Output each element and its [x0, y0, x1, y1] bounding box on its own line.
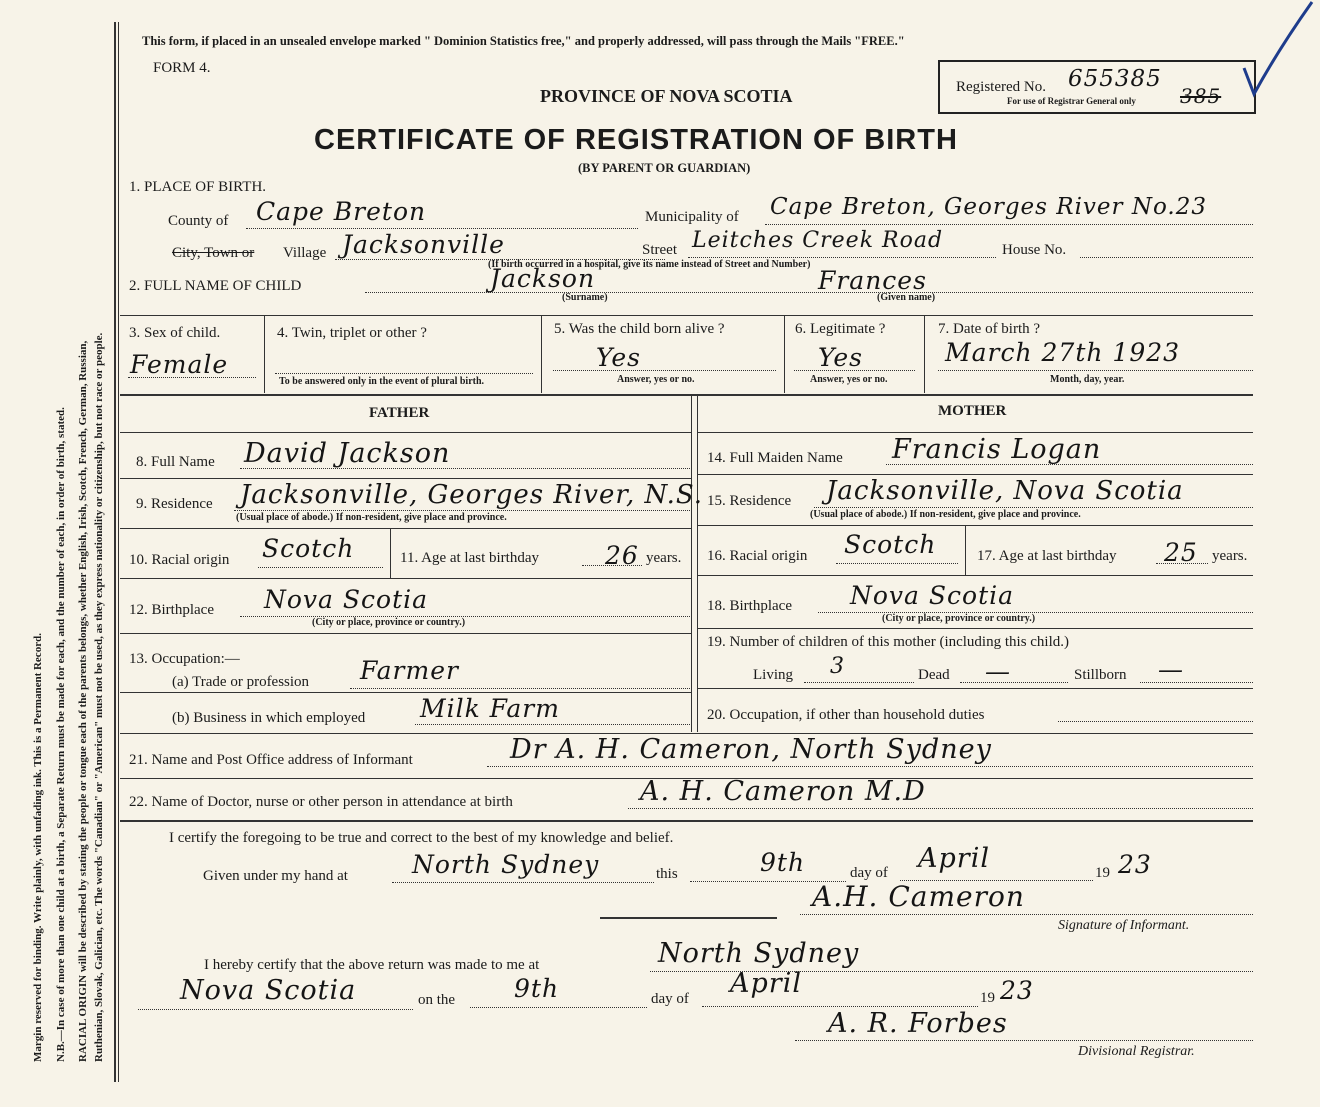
- struck-registration-digits: 385: [1180, 84, 1222, 108]
- informant-value: Dr A. H. Cameron, North Sydney: [510, 734, 992, 765]
- mother-age-value: 25: [1164, 538, 1198, 567]
- place-of-birth-heading: 1. PLACE OF BIRTH.: [129, 179, 267, 195]
- mother-birthplace-caption: (City or place, province or country.): [882, 613, 1036, 624]
- margin-rule-inner: [118, 22, 119, 1082]
- child-name-label: 2. FULL NAME OF CHILD: [129, 278, 302, 294]
- municipality-label: Municipality of: [645, 209, 739, 225]
- father-row10-divider: [390, 528, 391, 578]
- house-number-label: House No.: [1002, 242, 1067, 258]
- mother-row19-rule: [698, 628, 1253, 629]
- mother-residence-line: [814, 507, 1253, 508]
- parents-divider: [691, 396, 692, 732]
- this-label: this: [656, 866, 678, 882]
- registered-number-label: Registered No.: [956, 79, 1046, 95]
- father-residence-value: Jacksonville, Georges River, N.S.: [240, 480, 703, 510]
- dead-value: —: [985, 657, 1011, 686]
- stillborn-label: Stillborn: [1074, 667, 1127, 683]
- informant-signature-caption: Signature of Informant.: [1058, 918, 1190, 933]
- informant-signature: A.H. Cameron: [812, 880, 1025, 913]
- legitimate-label: 6. Legitimate ?: [795, 321, 886, 337]
- father-racial-origin-label: 10. Racial origin: [129, 552, 230, 568]
- given-day-value: 9th: [760, 848, 806, 877]
- legitimate-caption: Answer, yes or no.: [810, 374, 888, 385]
- mother-racial-origin-value: Scotch: [844, 530, 937, 559]
- registrar-year-value: 23: [1000, 976, 1034, 1005]
- registrar-day-of-label: day of: [651, 991, 689, 1007]
- city-town-struck: City, Town or: [172, 245, 255, 261]
- twin-label: 4. Twin, triplet or other ?: [277, 325, 427, 341]
- row3-divider-2: [541, 315, 542, 393]
- mother-row18-rule: [698, 575, 1253, 576]
- certificate-title: CERTIFICATE OF REGISTRATION OF BIRTH: [314, 124, 958, 156]
- father-racial-origin-value: Scotch: [262, 534, 355, 563]
- mother-age-label: 17. Age at last birthday: [977, 548, 1117, 564]
- mother-residence-label: 15. Residence: [707, 493, 792, 509]
- registrar-signature: A. R. Forbes: [828, 1008, 1008, 1039]
- children-count-label: 19. Number of children of this mother (including this child.): [707, 634, 1070, 650]
- row3-divider-4: [924, 315, 925, 393]
- father-trade-line: [350, 688, 690, 689]
- father-residence-label: 9. Residence: [136, 496, 213, 512]
- informant-label: 21. Name and Post Office address of Informant: [129, 752, 413, 768]
- father-age-value: 26: [605, 541, 639, 570]
- registrar-certification-text: I hereby certify that the above return was made to me at: [204, 957, 540, 973]
- registrar-use-note: For use of Registrar General only: [1007, 96, 1136, 106]
- row3-divider-3: [784, 315, 785, 393]
- dead-label: Dead: [918, 667, 950, 683]
- born-alive-value: Yes: [596, 343, 641, 372]
- father-birthplace-value: Nova Scotia: [264, 585, 429, 614]
- street-label: Street: [642, 242, 677, 258]
- dead-line: [960, 682, 1068, 683]
- father-residence-caption: (Usual place of abode.) If non-resident, give place and province.: [236, 512, 507, 523]
- margin-note-racial-origin-1: RACIAL ORIGIN will be described by stating the people or tongue each of the parents belongs, whether English, Irish, Scotch, French, German, Russian,: [77, 340, 89, 1062]
- father-trade-label: (a) Trade or profession: [172, 674, 310, 690]
- father-racial-origin-line: [258, 567, 383, 568]
- registrar-signature-line: [795, 1040, 1253, 1041]
- registrar-day-value: 9th: [514, 974, 560, 1003]
- twin-line: [275, 373, 533, 374]
- surname-caption: (Surname): [562, 292, 608, 303]
- given-under-hand-label: Given under my hand at: [203, 868, 348, 884]
- margin-note-racial-origin-2: Ruthenian, Slovak, Galician, etc. The words "Canadian" or "American" must not be used, as they express nationality or citizenship, but not race or people.: [93, 332, 105, 1062]
- father-trade-value: Farmer: [360, 656, 459, 685]
- child-surname-value: Jackson: [490, 264, 596, 293]
- father-heading-rule: [120, 432, 691, 433]
- registered-number-value: 655385: [1068, 66, 1162, 92]
- mother-heading: MOTHER: [938, 403, 1007, 419]
- stillborn-value: —: [1158, 655, 1184, 684]
- street-line: [688, 257, 996, 258]
- mother-heading-rule: [698, 432, 1253, 433]
- province-heading: PROVINCE OF NOVA SCOTIA: [540, 86, 793, 106]
- father-residence-line: [234, 510, 690, 511]
- registrar-month-line: [702, 1006, 978, 1007]
- informant-signature-short-rule: [600, 917, 777, 919]
- sex-label: 3. Sex of child.: [129, 325, 221, 341]
- mother-name-value: Francis Logan: [892, 434, 1102, 465]
- father-business-value: Milk Farm: [420, 694, 560, 723]
- informant-signature-line: [800, 914, 1253, 915]
- father-birthplace-label: 12. Birthplace: [129, 602, 214, 618]
- informant-certification-text: I certify the foregoing to be true and correct to the best of my knowledge and belief.: [169, 830, 674, 846]
- father-row10-rule: [120, 528, 691, 529]
- postal-notice: This form, if placed in an unsealed envelope marked " Dominion Statistics free," and properly addressed, will pass through the Mails "FREE.": [142, 34, 905, 48]
- father-heading: FATHER: [369, 405, 430, 421]
- given-month-value: April: [918, 843, 990, 874]
- mother-occupation-line: [1058, 721, 1253, 722]
- county-value: Cape Breton: [256, 197, 427, 226]
- doctor-value: A. H. Cameron M.D: [640, 776, 926, 807]
- given-name-caption: (Given name): [877, 292, 936, 303]
- father-row13-rule: [120, 633, 691, 634]
- child-given-name-value: Frances: [818, 266, 927, 295]
- twin-note: To be answered only in the event of plural birth.: [279, 376, 485, 387]
- father-age-unit: years.: [646, 550, 682, 566]
- given-day-of-label: day of: [850, 865, 888, 881]
- mother-birthplace-label: 18. Birthplace: [707, 598, 792, 614]
- given-year-prefix: 19: [1095, 865, 1110, 881]
- registrar-province-value: Nova Scotia: [180, 975, 357, 1006]
- mother-residence-value: Jacksonville, Nova Scotia: [826, 476, 1184, 506]
- doctor-label: 22. Name of Doctor, nurse or other person in attendance at birth: [129, 794, 513, 810]
- father-name-value: David Jackson: [244, 438, 451, 469]
- house-number-line: [1080, 257, 1253, 258]
- mother-row15-rule: [698, 474, 1253, 475]
- row3-divider-1: [264, 315, 265, 393]
- living-line: [804, 682, 914, 683]
- certification-top-rule: [120, 820, 1253, 822]
- hospital-note: (If birth occurred in a hospital, give its name instead of Street and Number): [488, 259, 811, 270]
- date-of-birth-value: March 27th 1923: [945, 338, 1181, 367]
- registrar-province-line: [138, 1009, 413, 1010]
- registrar-on-the-label: on the: [418, 992, 456, 1008]
- informant-line: [487, 766, 1253, 767]
- registrar-month-value: April: [730, 968, 802, 999]
- doctor-line: [628, 808, 1253, 809]
- born-alive-caption: Answer, yes or no.: [617, 374, 695, 385]
- father-business-line: [415, 724, 690, 725]
- born-alive-label: 5. Was the child born alive ?: [554, 321, 725, 337]
- parents-divider-2: [697, 396, 698, 732]
- municipality-value: Cape Breton, Georges River No.23: [770, 194, 1207, 220]
- father-row12-rule: [120, 578, 691, 579]
- mother-residence-caption: (Usual place of abode.) If non-resident, give place and province.: [810, 509, 1081, 520]
- date-of-birth-line: [938, 370, 1253, 371]
- born-alive-line: [553, 370, 776, 371]
- father-occupation-label: 13. Occupation:—: [129, 651, 240, 667]
- mother-birthplace-value: Nova Scotia: [850, 581, 1015, 610]
- father-business-label: (b) Business in which employed: [172, 710, 366, 726]
- legitimate-value: Yes: [818, 343, 863, 372]
- village-label: Village: [283, 245, 327, 261]
- father-name-label: 8. Full Name: [136, 454, 215, 470]
- father-birthplace-caption: (City or place, province or country.): [312, 617, 466, 628]
- county-line: [246, 228, 638, 229]
- mother-racial-origin-line: [836, 563, 958, 564]
- margin-rule: [114, 22, 116, 1082]
- father-row9-rule: [120, 478, 691, 479]
- registrar-year-prefix: 19: [980, 990, 995, 1006]
- mother-racial-origin-label: 16. Racial origin: [707, 548, 808, 564]
- mother-row20-rule: [698, 688, 1253, 689]
- margin-note-binding: Margin reserved for binding. Write plainly, with unfading ink. This is a Permanent Record.: [32, 633, 44, 1062]
- margin-note-multiple-births: N.B.—In case of more than one child at a birth, a Separate Return must be made for each, and the number of each, in order of birth, stated.: [55, 407, 67, 1062]
- father-row13b-rule: [120, 692, 691, 693]
- check-mark-icon: [1238, 0, 1318, 105]
- given-year-value: 23: [1118, 850, 1152, 879]
- father-age-label: 11. Age at last birthday: [400, 550, 539, 566]
- stillborn-line: [1140, 682, 1253, 683]
- parents-top-rule: [120, 394, 1253, 396]
- date-of-birth-caption: Month, day, year.: [1050, 374, 1125, 385]
- row3-top-rule: [120, 315, 1253, 316]
- mother-name-label: 14. Full Maiden Name: [707, 450, 843, 466]
- mother-row16-rule: [698, 525, 1253, 526]
- mother-age-unit: years.: [1212, 548, 1248, 564]
- living-value: 3: [830, 654, 845, 679]
- mother-occupation-label: 20. Occupation, if other than household duties: [707, 707, 985, 723]
- village-value: Jacksonville: [342, 230, 505, 259]
- street-value: Leitches Creek Road: [692, 228, 944, 253]
- date-of-birth-label: 7. Date of birth ?: [938, 321, 1041, 337]
- county-label: County of: [168, 213, 229, 229]
- sex-value: Female: [130, 350, 229, 379]
- given-place-line: [392, 882, 654, 883]
- registrar-place-value: North Sydney: [658, 938, 860, 969]
- living-label: Living: [753, 667, 793, 683]
- municipality-line: [765, 224, 1253, 225]
- mother-row16-divider: [965, 525, 966, 575]
- given-place-value: North Sydney: [412, 850, 600, 879]
- form-number: FORM 4.: [153, 60, 211, 76]
- registrar-day-line: [470, 1007, 647, 1008]
- certificate-subtitle: (BY PARENT OR GUARDIAN): [578, 161, 751, 175]
- registrar-signature-caption: Divisional Registrar.: [1078, 1044, 1195, 1059]
